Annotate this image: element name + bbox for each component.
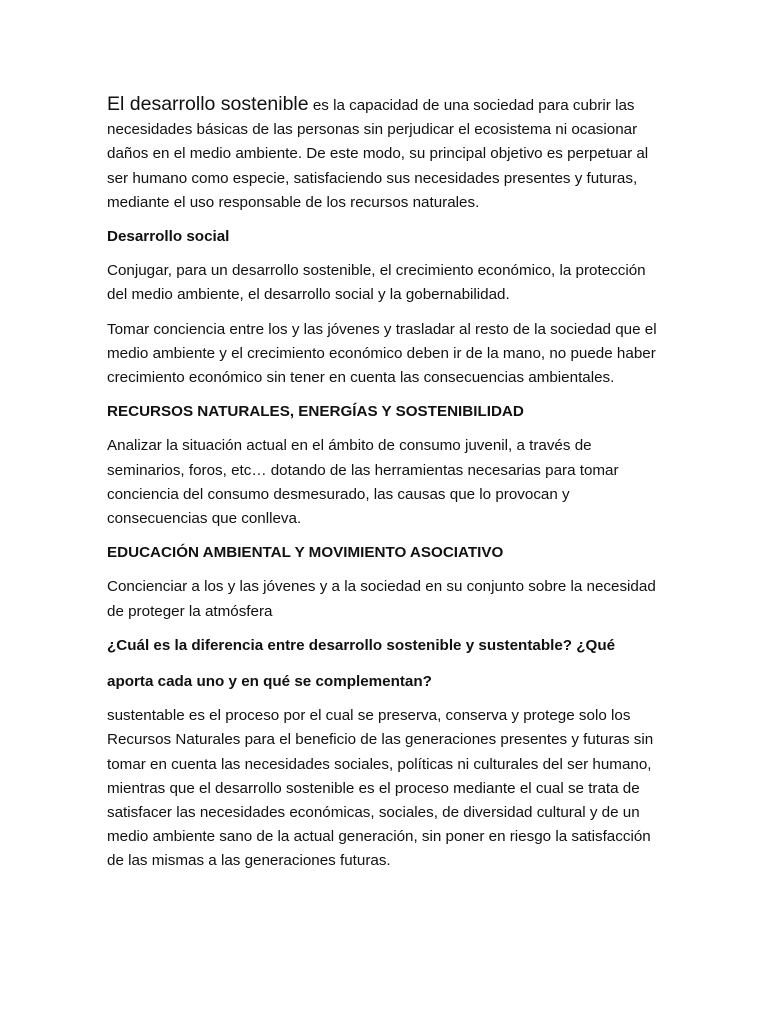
question-line-1: ¿Cuál es la diferencia entre desarrollo sostenible y sustentable? ¿Qué xyxy=(107,636,616,654)
intro-text: es la capacidad de una sociedad para cubrir las necesidades básicas de las personas sin perjudicar el ecosistema ni ocasionar daños en el medio ambiente. De este modo, su principal objetivo es perpetuar al ser humano como especie, satisfaciendo sus necesidades presentes y futuras, mediante el uso responsable de los recursos naturales. xyxy=(107,97,649,211)
intro-paragraph xyxy=(107,92,667,215)
answer-paragraph: sustentable es el proceso por el cual se preserva, conserva y protege solo los Recursos Naturales para el beneficio de las generaciones presentes y futuras sin tomar en cuenta las necesidades sociales, políticas ni culturales del ser humano, mientras que el desarrollo sostenible es el proceso mediante el cual se trata de satisfacer las necesidades económicas, sociales, de diversidad cultural y de un medio ambiente sano de la actual generación, sin poner en riesgo la satisfacción de las mismas a las generaciones futuras. xyxy=(107,707,654,870)
document-page xyxy=(107,92,667,874)
section-paragraph: Analizar la situación actual en el ámbito de consumo juvenil, a través de seminarios, foros, etc… dotando de las herramientas necesarias para tomar conciencia del consumo desmesurado, las causas que lo provocan y consecuencias que conlleva. xyxy=(107,437,619,528)
intro-lead: El desarrollo sostenible xyxy=(107,93,309,115)
section-heading-desarrollo-social: Desarrollo social xyxy=(107,228,230,246)
section-heading-recursos-naturales: RECURSOS NATURALES, ENERGÍAS Y SOSTENIBILIDAD xyxy=(107,403,524,421)
question-line-2: aporta cada uno y en qué se complementan? xyxy=(107,673,432,691)
section-paragraph: Conjugar, para un desarrollo sostenible, el crecimiento económico, la protección del medio ambiente, el desarrollo social y la gobernabilidad. xyxy=(107,262,646,304)
section-paragraph: Tomar conciencia entre los y las jóvenes y trasladar al resto de la sociedad que el medio ambiente y el crecimiento económico deben ir de la mano, no puede haber crecimiento económico sin tener en cuenta las consecuencias ambientales. xyxy=(107,320,657,387)
section-heading-educacion-ambiental: EDUCACIÓN AMBIENTAL Y MOVIMIENTO ASOCIATIVO xyxy=(107,544,504,562)
section-paragraph: Concienciar a los y las jóvenes y a la sociedad en su conjunto sobre la necesidad de proteger la atmósfera xyxy=(107,578,656,620)
